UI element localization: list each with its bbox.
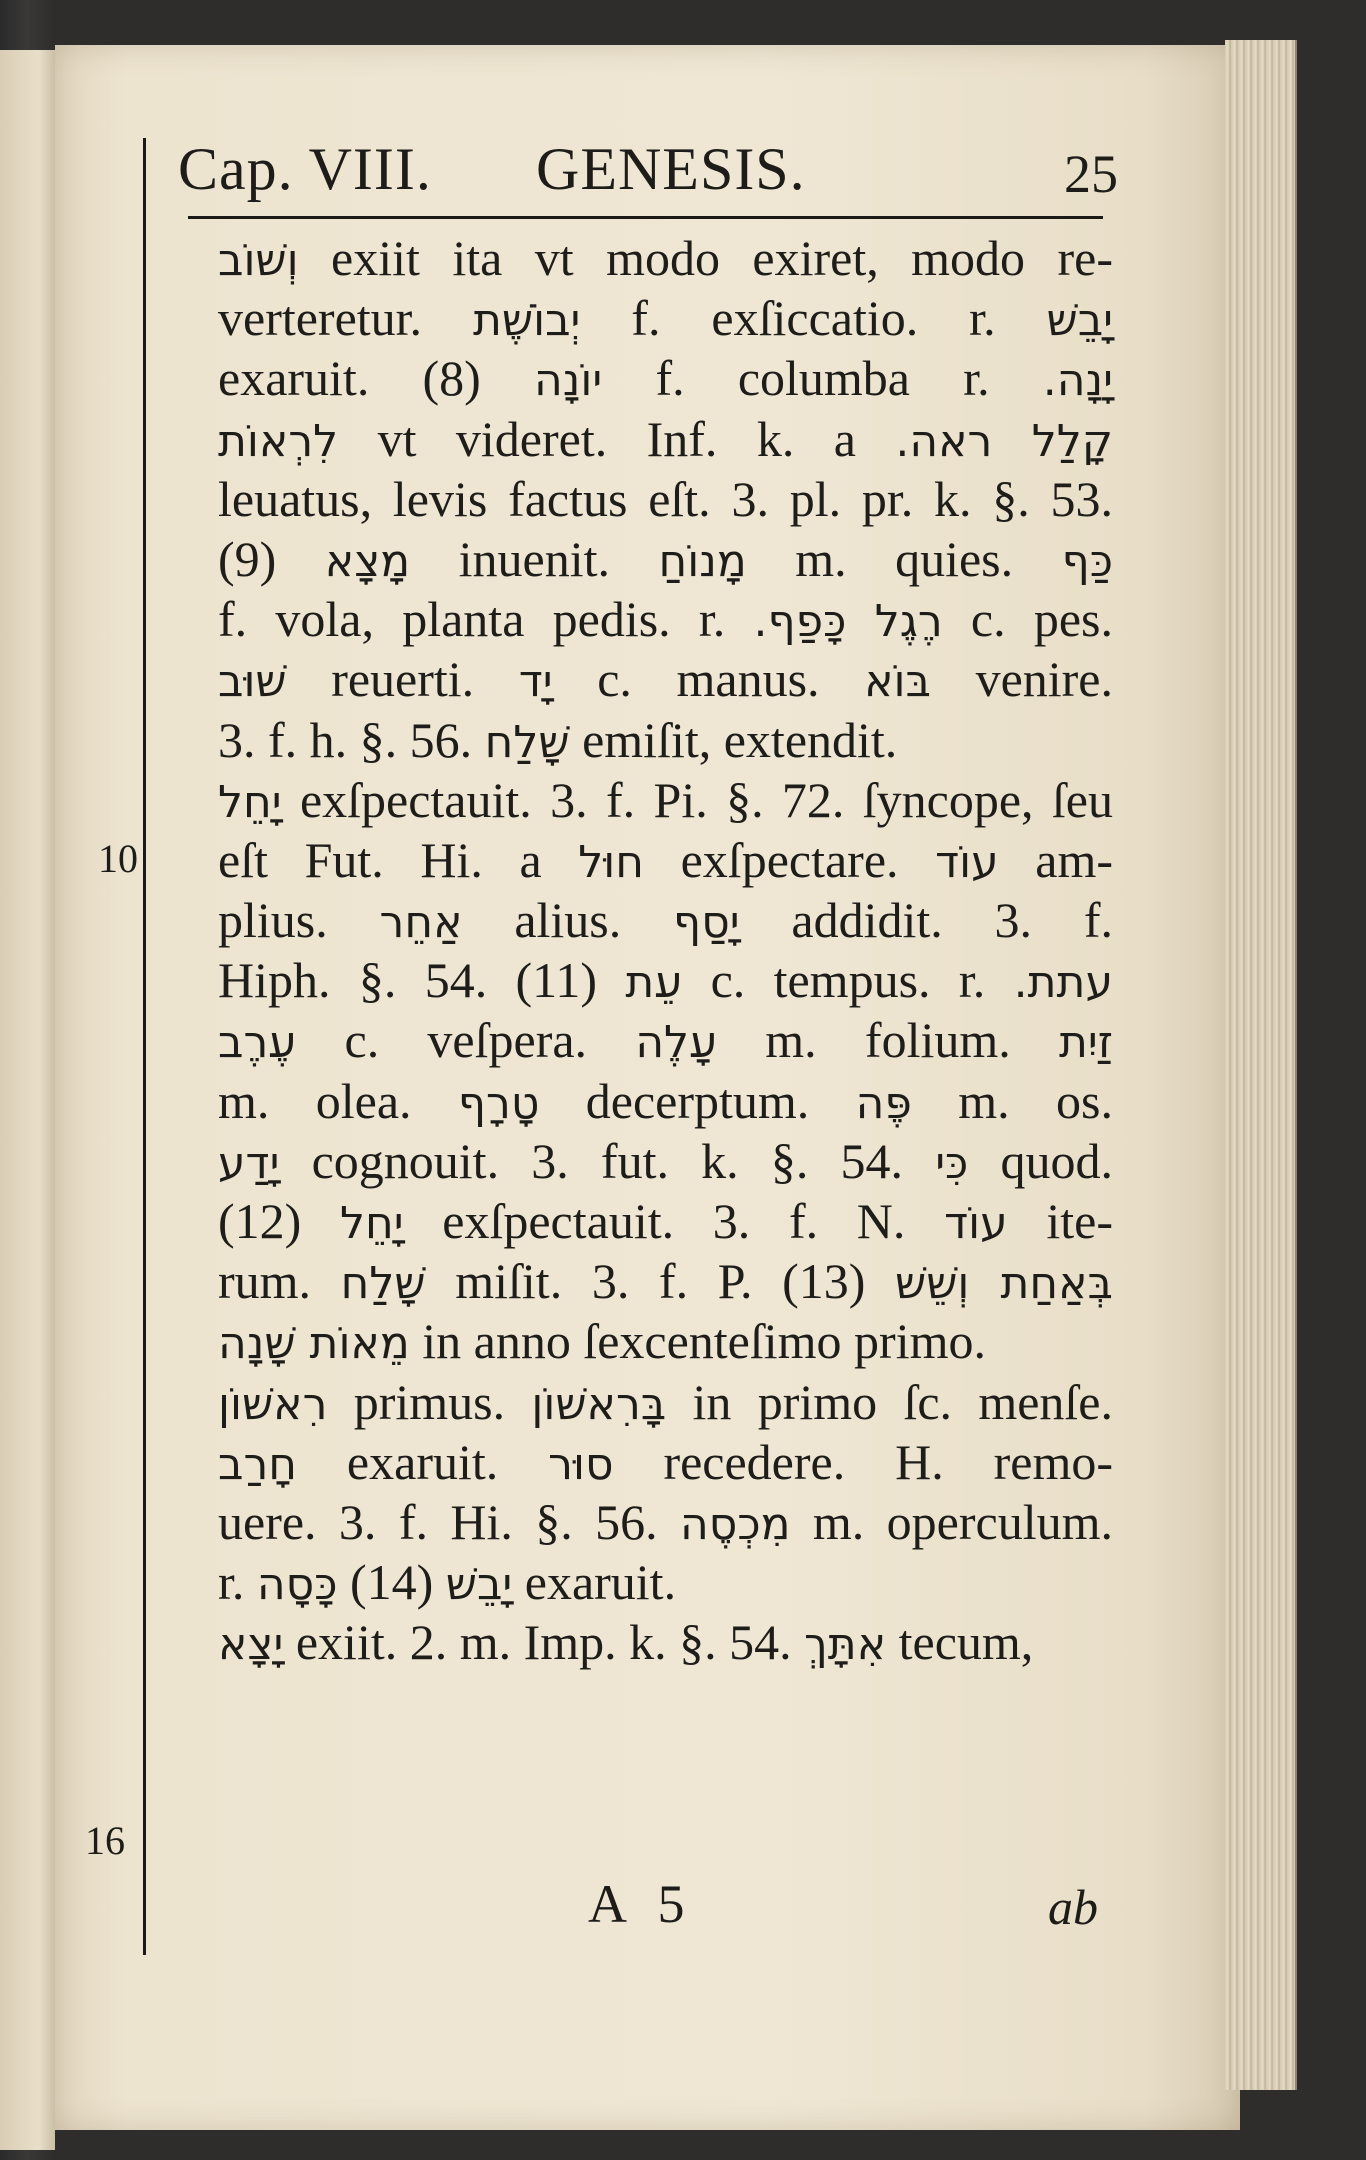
- hebrew-word: יוֹנָה: [534, 355, 603, 407]
- hebrew-word: עוֹד: [944, 1198, 1008, 1249]
- latin-gloss: f. vola, planta pedis. r.: [218, 591, 754, 648]
- chapter-heading: Cap. VIII.: [178, 136, 432, 202]
- hebrew-word: יָצָא: [218, 1619, 284, 1671]
- header-rule: [188, 216, 1103, 219]
- line-number-16: 16: [85, 1818, 125, 1863]
- latin-gloss: exſpectauit. 3. f. N.: [403, 1193, 945, 1249]
- hebrew-word: כָּסָה: [256, 1559, 338, 1611]
- hebrew-word: שָׁלַח: [340, 1258, 426, 1310]
- latin-gloss: c. tempus. r.: [682, 952, 1014, 1009]
- hebrew-word: בְּאַחַת וְשֵׁשׁ: [895, 1258, 1113, 1310]
- hebrew-word: רִאשׁוֹן: [218, 1378, 328, 1430]
- latin-gloss: recedere. H. remo-: [613, 1433, 1113, 1490]
- latin-gloss: m. quies.: [746, 530, 1062, 587]
- text-line: [218, 1191, 1113, 1251]
- latin-gloss: m. operculum.: [790, 1493, 1113, 1550]
- hebrew-word: עֵת: [625, 957, 683, 1009]
- latin-gloss: quod.: [968, 1132, 1113, 1189]
- text-line: [218, 228, 1113, 288]
- hebrew-word: שׁוּב: [218, 656, 287, 708]
- latin-gloss: exaruit.: [512, 1554, 677, 1611]
- latin-gloss: (9): [218, 530, 325, 587]
- hebrew-word: עָלֶה: [635, 1017, 718, 1069]
- book-title: GENESIS.: [536, 136, 806, 202]
- latin-gloss: exſpectare.: [644, 831, 936, 888]
- latin-gloss: leuatus, levis factus eſt. 3. pl. pr. k. §. 53.: [218, 470, 1113, 527]
- latin-gloss: am-: [998, 831, 1114, 888]
- hebrew-word: סוּר: [548, 1438, 614, 1490]
- latin-gloss: verteretur.: [218, 290, 473, 347]
- text-line: [218, 1131, 1113, 1191]
- latin-gloss: tecum,: [886, 1614, 1034, 1671]
- latin-gloss: alius.: [462, 892, 674, 949]
- hebrew-word: לִרְאוֹת: [218, 415, 339, 467]
- latin-gloss: emiſit, extendit.: [569, 711, 898, 768]
- line-number-10: 10: [98, 836, 138, 881]
- latin-gloss: exaruit. (8): [218, 350, 535, 407]
- latin-gloss: inuenit.: [410, 530, 659, 587]
- latin-gloss: f. exſiccatio. r.: [580, 290, 1047, 347]
- page-number: 25: [1064, 144, 1118, 204]
- hebrew-word: עתת.: [1013, 957, 1113, 1009]
- text-line: [218, 1372, 1113, 1432]
- latin-gloss: eſt Fut. Hi. a: [218, 831, 579, 888]
- text-line: [218, 469, 1113, 529]
- text-line: [218, 1552, 1113, 1612]
- latin-gloss: 3. f. h. §. 56.: [218, 711, 485, 768]
- hebrew-word: יָחֵל: [218, 776, 282, 828]
- hebrew-word: פֶּה: [855, 1077, 912, 1129]
- latin-gloss: (14): [337, 1554, 446, 1611]
- latin-gloss: exaruit.: [297, 1433, 549, 1490]
- text-line: [218, 1071, 1113, 1131]
- latin-gloss: cognouit. 3. fut. k. §. 54.: [279, 1132, 936, 1189]
- latin-gloss: primus.: [327, 1373, 532, 1430]
- hebrew-word: ראה.: [895, 415, 993, 467]
- text-line: [218, 348, 1113, 408]
- text-line: [218, 1311, 1113, 1371]
- hebrew-word: עֶרֶב: [218, 1017, 297, 1069]
- catchword: ab: [1048, 1879, 1098, 1935]
- hebrew-word: רֶגֶל: [874, 596, 943, 648]
- hebrew-word: כָּפַף.: [753, 596, 847, 648]
- latin-gloss: (12): [218, 1193, 340, 1249]
- text-line: [218, 589, 1113, 649]
- text-line: [218, 1612, 1113, 1672]
- hebrew-word: מָנוֹחַ: [658, 535, 747, 587]
- text-line: [218, 1010, 1113, 1070]
- latin-gloss: exiit. 2. m. Imp. k. §. 54.: [283, 1614, 805, 1671]
- hebrew-word: יָדַע: [218, 1137, 280, 1189]
- text-line: [218, 1251, 1113, 1311]
- text-line: [218, 529, 1113, 589]
- text-line: [218, 890, 1113, 950]
- hebrew-word: כִּי: [935, 1137, 969, 1189]
- text-line: [218, 770, 1113, 830]
- hebrew-word: יְבוֹשֶׁת: [473, 295, 581, 347]
- hebrew-word: טָרָף: [457, 1077, 540, 1129]
- latin-gloss: c. pes.: [942, 591, 1113, 648]
- hebrew-word: בּוֹא: [864, 656, 931, 708]
- signature-mark: A 5: [588, 1874, 695, 1934]
- text-line: [218, 1432, 1113, 1492]
- latin-gloss: [992, 411, 1031, 467]
- text-line: [218, 288, 1113, 348]
- page-stack-edge: [1225, 40, 1297, 2090]
- hebrew-word: מָצָא: [324, 535, 411, 587]
- hebrew-word: אִתָּךְ: [804, 1619, 887, 1671]
- text-line: [218, 830, 1113, 890]
- latin-gloss: decerptum.: [539, 1072, 856, 1129]
- latin-gloss: Hiph. §. 54. (11): [218, 952, 626, 1009]
- glossary-text: [218, 228, 1113, 1673]
- latin-gloss: in anno ſexcenteſimo primo.: [409, 1313, 986, 1370]
- margin-rule: [143, 138, 146, 1955]
- latin-gloss: miſit. 3. f. P. (13): [425, 1253, 896, 1310]
- latin-gloss: reuerti.: [286, 651, 519, 708]
- text-line: [218, 409, 1113, 469]
- hebrew-word: יָד: [518, 656, 553, 708]
- latin-gloss: r.: [218, 1554, 257, 1611]
- hebrew-word: קָלַל: [1031, 415, 1114, 467]
- running-header: [178, 135, 1118, 215]
- latin-gloss: exſpectauit. 3. f. Pi. §. 72. ſyncope, ſeu: [281, 771, 1113, 828]
- latin-gloss: exiit ita vt modo exiret, modo re-: [298, 230, 1113, 286]
- latin-gloss: ite-: [1007, 1193, 1113, 1249]
- hebrew-word: יָבֵשׁ: [1046, 295, 1113, 347]
- hebrew-word: יָסַף: [673, 897, 740, 949]
- hebrew-word: אַחֵר: [379, 897, 463, 949]
- latin-gloss: f. columba r.: [602, 350, 1043, 407]
- text-line: [218, 950, 1113, 1010]
- latin-gloss: plius.: [218, 892, 380, 949]
- latin-gloss: c. manus.: [552, 651, 865, 708]
- hebrew-word: יָחֵל: [339, 1198, 404, 1249]
- latin-gloss: addidit. 3. f.: [739, 892, 1113, 949]
- text-line: [218, 649, 1113, 709]
- hebrew-word: חוּל: [578, 836, 645, 888]
- latin-gloss: c. veſpera.: [296, 1012, 636, 1069]
- hebrew-word: יָנָה.: [1042, 355, 1113, 407]
- hebrew-word: שָׁלַח: [484, 716, 570, 768]
- latin-gloss: venire.: [930, 651, 1114, 708]
- hebrew-word: וְשׁוֹב: [218, 235, 299, 286]
- facing-page-edge: [0, 50, 55, 2150]
- latin-gloss: [846, 591, 874, 647]
- text-line: [218, 710, 1113, 770]
- hebrew-word: יָבֵשׁ: [445, 1559, 513, 1611]
- text-line: [218, 1492, 1113, 1552]
- hebrew-word: מִכְסֶה: [680, 1498, 791, 1550]
- hebrew-word: בָּרִאשׁוֹן: [531, 1378, 667, 1430]
- hebrew-word: כַּף: [1061, 535, 1114, 587]
- latin-gloss: m. folium.: [717, 1012, 1060, 1069]
- hebrew-word: זַיִת: [1059, 1017, 1114, 1069]
- latin-gloss: m. olea.: [218, 1072, 458, 1129]
- latin-gloss: uere. 3. f. Hi. §. 56.: [218, 1493, 681, 1550]
- latin-gloss: rum.: [218, 1253, 341, 1310]
- hebrew-word: עוֹד: [935, 836, 999, 888]
- hebrew-word: מֵאוֹת שָׁנָה: [218, 1318, 410, 1370]
- latin-gloss: in primo ſc. menſe.: [666, 1373, 1113, 1430]
- hebrew-word: חָרַב: [218, 1438, 298, 1490]
- latin-gloss: vt videret. Inf. k. a: [338, 410, 896, 467]
- latin-gloss: m. os.: [911, 1072, 1113, 1129]
